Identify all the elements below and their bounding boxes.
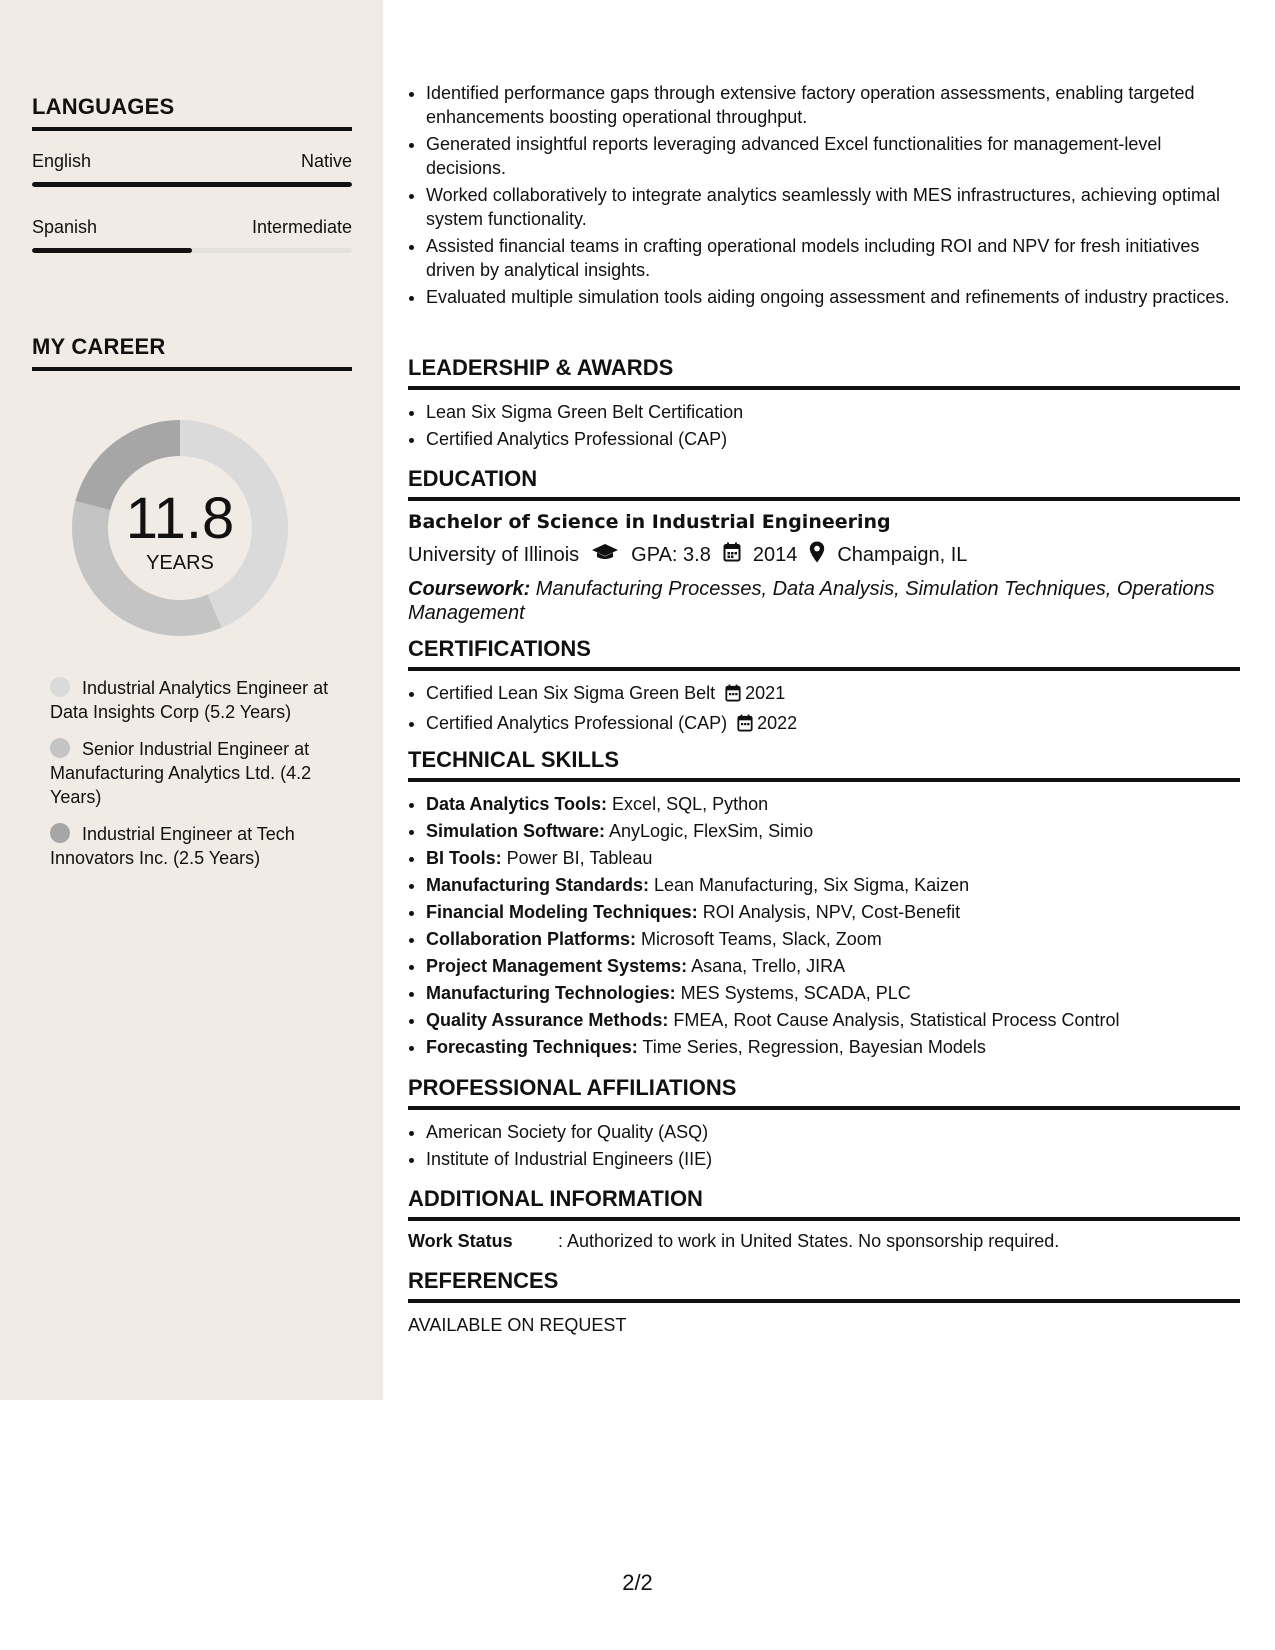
language-item	[32, 151, 352, 187]
coursework-text: Manufacturing Processes, Data Analysis, Simulation Techniques, Operations Management	[408, 578, 1215, 624]
career-legend-label: Industrial Analytics Engineer at Data Insights Corp (5.2 Years)	[50, 678, 329, 722]
skill-value: Power BI, Tableau	[501, 848, 653, 868]
leadership-list	[408, 400, 1240, 451]
language-proficiency-fill	[32, 248, 192, 253]
section-title: PROFESSIONAL AFFILIATIONS	[408, 1075, 1240, 1110]
list-item	[426, 792, 1240, 816]
certification-year: 2021	[745, 683, 786, 703]
career-section	[32, 334, 352, 371]
language-level: Intermediate	[251, 217, 352, 237]
calendar-icon	[725, 684, 741, 708]
legend-dot-icon	[50, 823, 70, 843]
affiliations-section	[408, 1075, 1240, 1174]
education-year: 2014	[752, 543, 798, 566]
skills-list	[408, 792, 1240, 1059]
section-title: LEADERSHIP & AWARDS	[408, 355, 1240, 390]
list-item	[426, 873, 1240, 897]
coursework-label: Coursework:	[408, 578, 531, 600]
skill-label: Data Analytics Tools:	[426, 794, 608, 814]
education-location: Champaign, IL	[837, 543, 968, 566]
map-pin-icon	[809, 541, 825, 569]
skill-value: Microsoft Teams, Slack, Zoom	[636, 929, 882, 949]
language-item	[32, 217, 352, 253]
list-item	[426, 954, 1240, 978]
work-status-row	[408, 1231, 1240, 1252]
list-item	[426, 981, 1240, 1005]
languages-section	[32, 94, 352, 253]
skill-label: Manufacturing Standards:	[426, 875, 650, 895]
language-proficiency-bar	[32, 182, 352, 187]
calendar-icon	[737, 714, 753, 738]
skill-value: AnyLogic, FlexSim, Simio	[605, 821, 814, 841]
certifications-section	[408, 636, 1240, 741]
list-item: • Lean Six Sigma Green Belt Certification	[426, 400, 1240, 424]
work-status-label: Work Status	[408, 1231, 513, 1251]
skill-value: Lean Manufacturing, Six Sigma, Kaizen	[649, 875, 970, 895]
list-item: • Worked collaboratively to integrate analytics seamlessly with MES infrastructures, achieving optimal system functionality.	[426, 183, 1240, 231]
certification-name: Certified Lean Six Sigma Green Belt	[426, 683, 716, 703]
career-legend-label: Industrial Engineer at Tech Innovators Inc. (2.5 Years)	[50, 824, 295, 868]
language-name: English	[32, 151, 92, 171]
skill-value: Excel, SQL, Python	[607, 794, 769, 814]
work-status-value: : Authorized to work in United States. No sponsorship required.	[558, 1231, 1060, 1251]
list-item: • Certified Analytics Professional (CAP)	[426, 427, 1240, 451]
career-heading: MY CAREER	[32, 334, 352, 371]
list-item: • Evaluated multiple simulation tools aiding ongoing assessment and refinements of industry practices.	[426, 285, 1240, 309]
career-donut-chart	[64, 412, 296, 644]
career-legend-item	[50, 676, 335, 724]
list-item: • American Society for Quality (ASQ)	[426, 1120, 1240, 1144]
skill-value: Time Series, Regression, Bayesian Models	[637, 1037, 986, 1057]
education-coursework	[408, 577, 1240, 625]
list-item	[426, 1008, 1240, 1032]
skill-label: Quality Assurance Methods:	[426, 1010, 669, 1030]
certification-name: Certified Analytics Professional (CAP)	[426, 713, 728, 733]
list-item	[426, 846, 1240, 870]
education-gpa: GPA: 3.8	[631, 543, 711, 566]
career-legend-label: Senior Industrial Engineer at Manufacturing Analytics Ltd. (4.2 Years)	[50, 739, 312, 807]
section-title: REFERENCES	[408, 1268, 1240, 1303]
list-item	[426, 711, 1240, 738]
list-item	[426, 927, 1240, 951]
list-item	[426, 1035, 1240, 1059]
career-total-years: 11.8	[125, 485, 235, 551]
list-item: • Institute of Industrial Engineers (IIE)	[426, 1147, 1240, 1171]
career-total-unit: YEARS	[146, 551, 214, 574]
skill-value: ROI Analysis, NPV, Cost-Benefit	[697, 902, 961, 922]
list-item	[426, 681, 1240, 708]
experience-section	[408, 81, 1240, 312]
skill-label: Forecasting Techniques:	[426, 1037, 638, 1057]
section-title: EDUCATION	[408, 466, 1240, 501]
languages-heading: LANGUAGES	[32, 94, 352, 131]
skill-value: Asana, Trello, JIRA	[687, 956, 846, 976]
education-meta	[408, 541, 1240, 569]
experience-bullets	[408, 81, 1240, 309]
section-title: ADDITIONAL INFORMATION	[408, 1186, 1240, 1221]
skill-label: Financial Modeling Techniques:	[426, 902, 698, 922]
list-item: • Assisted financial teams in crafting operational models including ROI and NPV for fresh initiatives driven by analytical insights.	[426, 234, 1240, 282]
skill-label: Project Management Systems:	[426, 956, 688, 976]
calendar-icon	[723, 542, 741, 568]
skill-label: BI Tools:	[426, 848, 502, 868]
list-item	[426, 819, 1240, 843]
certification-year: 2022	[757, 713, 798, 733]
education-section	[408, 466, 1240, 625]
affiliations-list	[408, 1120, 1240, 1171]
career-legend	[50, 676, 335, 883]
list-item: • Generated insightful reports leveraging advanced Excel functionalities for management-level decisions.	[426, 132, 1240, 180]
certifications-list	[408, 681, 1240, 738]
section-title: CERTIFICATIONS	[408, 636, 1240, 671]
language-level: Native	[300, 151, 352, 171]
skill-value: FMEA, Root Cause Analysis, Statistical Process Control	[668, 1010, 1120, 1030]
references-section	[408, 1268, 1240, 1336]
additional-section	[408, 1186, 1240, 1252]
section-title: TECHNICAL SKILLS	[408, 747, 1240, 782]
language-name: Spanish	[32, 217, 98, 237]
career-legend-item	[50, 737, 335, 809]
education-degree: Bachelor of Science in Industrial Engineering	[408, 511, 891, 533]
sidebar	[0, 0, 383, 1400]
language-proficiency-fill	[32, 182, 352, 187]
career-legend-item	[50, 822, 335, 870]
skill-label: Manufacturing Technologies:	[426, 983, 676, 1003]
skill-value: MES Systems, SCADA, PLC	[675, 983, 911, 1003]
skills-section	[408, 747, 1240, 1062]
references-text: AVAILABLE ON REQUEST	[408, 1315, 627, 1335]
skill-label: Collaboration Platforms:	[426, 929, 637, 949]
language-proficiency-bar	[32, 248, 352, 253]
legend-dot-icon	[50, 738, 70, 758]
list-item: • Identified performance gaps through extensive factory operation assessments, enabling targeted enhancements boosting operational throughput.	[426, 81, 1240, 129]
leadership-section	[408, 355, 1240, 454]
graduation-cap-icon	[591, 543, 619, 567]
legend-dot-icon	[50, 677, 70, 697]
list-item	[426, 900, 1240, 924]
education-school: University of Illinois	[408, 543, 580, 566]
page-number: 2/2	[622, 1570, 653, 1595]
skill-label: Simulation Software:	[426, 821, 606, 841]
